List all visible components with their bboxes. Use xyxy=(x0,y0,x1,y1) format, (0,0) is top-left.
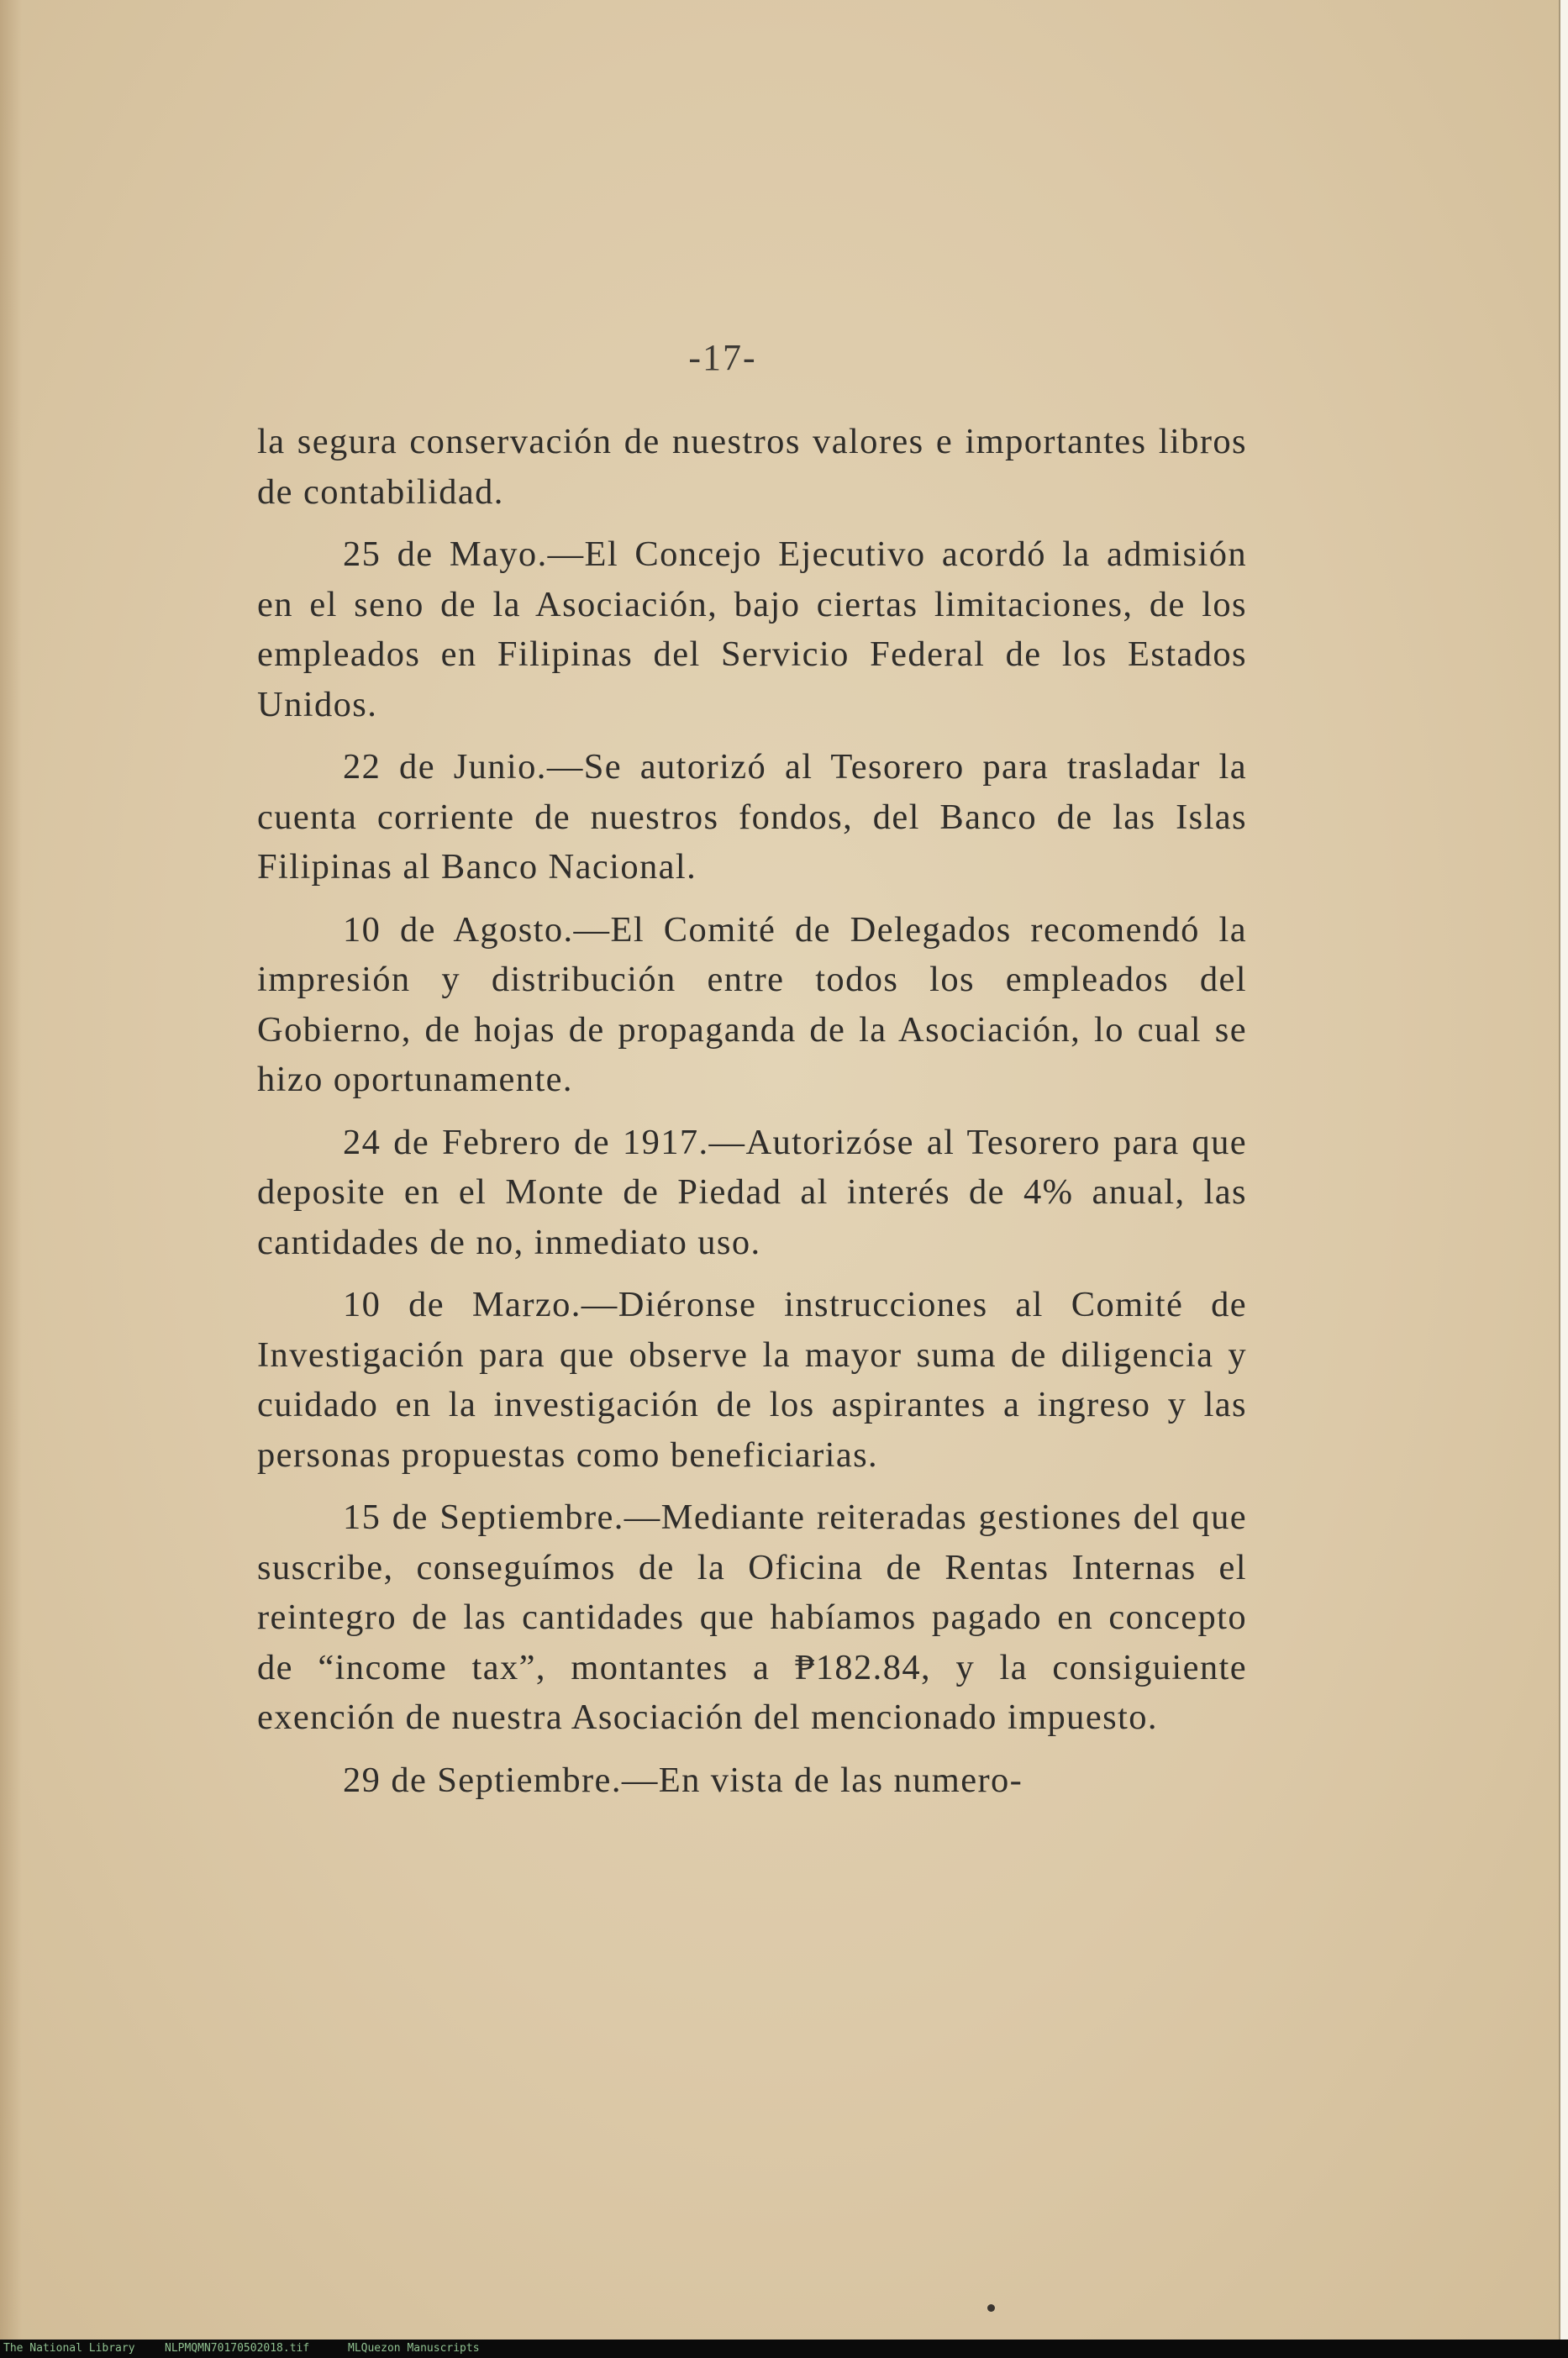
page-body xyxy=(257,417,1247,1818)
paragraph-continuation: la segura conservación de nuestros valores e importantes libros de contabilidad. xyxy=(257,422,1247,512)
paragraph-29-septiembre: 29 de Septiembre.—En vista de las numero- xyxy=(343,1760,1023,1800)
footer-library: The National Library xyxy=(3,2342,135,2355)
paragraph-10-agosto: 10 de Agosto.—El Comité de Delegados recomendó la impresión y distribución entre todos los empleados del Gobierno, de hojas de propaganda de la Asociación, lo cual se hizo oportunamente. xyxy=(257,909,1247,1099)
footer-file: NLPMQMN70170502018.tif xyxy=(165,2342,310,2355)
ink-dot xyxy=(987,2304,995,2312)
paragraph-24-febrero: 24 de Febrero de 1917.—Autorizóse al Tesorero para que deposite en el Monte de Piedad al interés de 4% anual, las cantidades de no, inmediato uso. xyxy=(257,1122,1247,1262)
paragraph-25-mayo: 25 de Mayo.—El Concejo Ejecutivo acordó la admisión en el seno de la Asociación, bajo ciertas limitaciones, de los empleados en Filipinas del Servicio Federal de los Estados Unidos. xyxy=(257,534,1247,724)
footer-collection: MLQuezon Manuscripts xyxy=(348,2342,480,2355)
paragraph-10-marzo: 10 de Marzo.—Diéronse instrucciones al Comité de Investigación para que observe la mayor suma de diligencia y cuidado en la investigación de los aspirantes a ingreso y las personas propuestas como beneficiarias. xyxy=(257,1285,1247,1475)
page-number: -17- xyxy=(688,337,757,378)
paragraph-22-junio: 22 de Junio.—Se autorizó al Tesorero para trasladar la cuenta corriente de nuestros fondos, del Banco de las Islas Filipinas al Banco Nacional. xyxy=(257,747,1247,887)
scan-footer-bar xyxy=(0,2340,1568,2358)
scan-edge xyxy=(1560,0,1568,2340)
paragraph-15-septiembre: 15 de Septiembre.—Mediante reiteradas gestiones del que suscribe, conseguímos de la Oficina de Rentas Internas el reintegro de las cantidades que habíamos pagado en concepto de “income tax”, montantes a ₱182.84, y la consiguiente exención de nuestra Asociación del mencionado impuesto. xyxy=(257,1497,1247,1737)
